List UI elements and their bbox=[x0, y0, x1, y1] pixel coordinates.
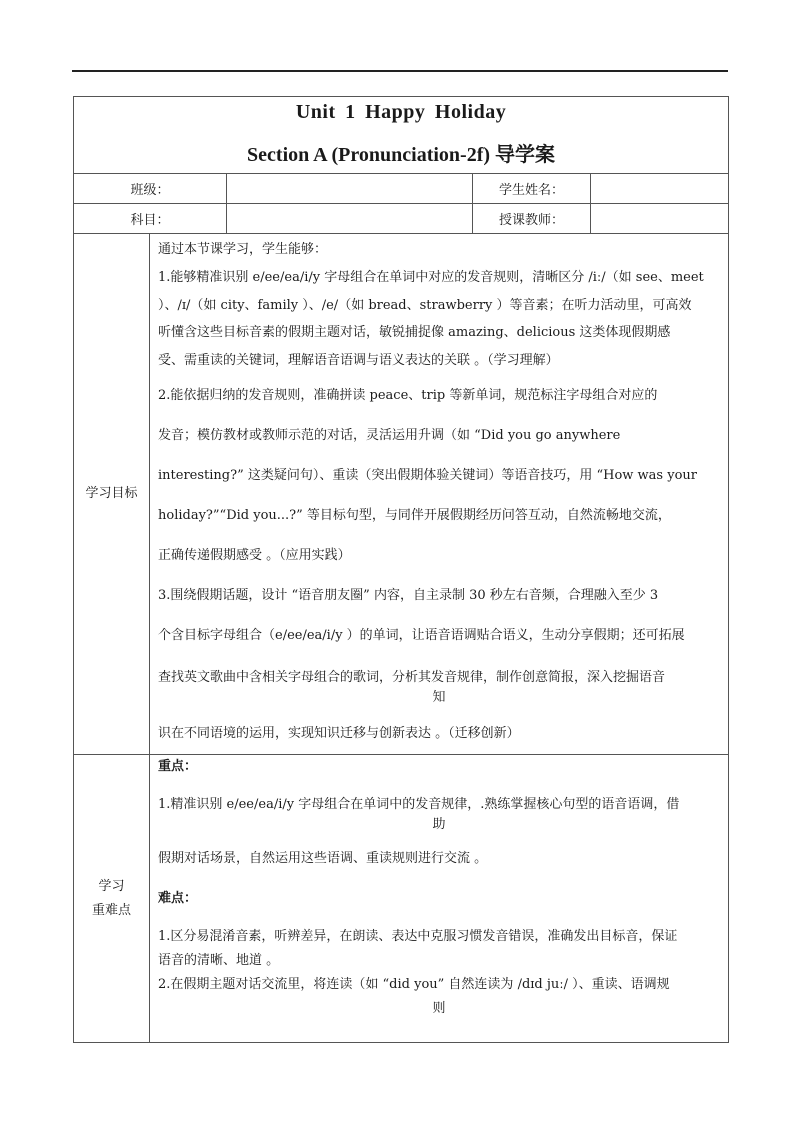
objective-1-line: ）、/ɪ/（如 city、family ）、/e/（如 bread、strawberry ）等音素；在听力活动里，可高效 bbox=[158, 297, 692, 313]
difficulty-line: 语音的清晰、地道 。 bbox=[158, 953, 280, 968]
objective-2-line: 2.能依据归纳的发音规则，准确拼读 peace、trip 等新单词，规范标注字母组合对应的 bbox=[158, 388, 658, 403]
class-row bbox=[74, 174, 729, 204]
objective-2-line: 发音；模仿教材或教师示范的对话，灵活运用升调（如 “Did you go anywhere bbox=[158, 428, 621, 443]
keypoints-label-line2: 重难点 bbox=[91, 902, 131, 918]
student-name-field[interactable] bbox=[591, 174, 729, 204]
student-name-label: 学生姓名： bbox=[473, 174, 591, 204]
difficulty-line: 则 bbox=[432, 1001, 446, 1016]
class-field[interactable] bbox=[227, 174, 473, 204]
key-point-line: 假期对话场景，自然运用这些语调、重读规则进行交流 。 bbox=[158, 851, 488, 866]
objective-1-line: 1.能够精准识别 e/ee/ea/i/y 字母组合在单词中对应的发音规则，清晰区分 /iː/（如 see、meet bbox=[158, 270, 704, 285]
study-guide-table bbox=[73, 96, 729, 1043]
header-rule bbox=[72, 70, 728, 72]
objective-1-line: 听懂含这些目标音素的假期主题对话，敏锐捕捉像 amazing、delicious 这类体现假期感 bbox=[158, 325, 671, 340]
key-heading: 重点： bbox=[158, 759, 198, 774]
objective-1-line: 受、需重读的关键词，理解语音语调与语义表达的关联 。（学习理解） bbox=[158, 352, 559, 368]
keypoints-row bbox=[74, 755, 729, 1043]
objectives-content bbox=[150, 234, 729, 755]
objectives-row bbox=[74, 234, 729, 755]
objective-2-line: 正确传递假期感受 。（应用实践） bbox=[158, 548, 351, 563]
subject-field[interactable] bbox=[227, 204, 473, 234]
page-title: Unit 1 Happy Holiday bbox=[295, 101, 507, 123]
subject-label: 科目： bbox=[74, 204, 227, 234]
page-subtitle: Section A (Pronunciation-2f) 导学案 bbox=[247, 144, 556, 166]
objective-3-line: 个含目标字母组合（e/ee/ea/i/y ）的单词，让语音语调贴合语义，生动分享假期；还可拓展 bbox=[158, 628, 685, 643]
objective-3-line: 3.围绕假期话题，设计 “语音朋友圈” 内容，自主录制 30 秒左右音频，合理融入至少 3 bbox=[158, 588, 659, 603]
objective-3-line: 查找英文歌曲中含相关字母组合的歌词，分析其发音规律，制作创意简报，深入挖掘语音 bbox=[158, 670, 666, 685]
title-cell bbox=[74, 97, 729, 174]
objective-2-line: interesting?” 这类疑问句）、重读（突出假期体验关键词）等语音技巧，用 “How was your bbox=[158, 468, 697, 483]
teacher-field[interactable] bbox=[591, 204, 729, 234]
objective-3-line: 识在不同语境的运用，实现知识迁移与创新表达 。（迁移创新） bbox=[158, 726, 520, 741]
key-point-line: 助 bbox=[432, 817, 446, 832]
difficulty-line: 2.在假期主题对话交流里，将连读（如 “did you” 自然连读为 /dɪd juː/ ）、重读、语调规 bbox=[158, 977, 670, 992]
difficulty-line: 1.区分易混淆音素，听辨差异，在朗读、表达中克服习惯发音错误，准确发出目标音，保证 bbox=[158, 929, 678, 944]
keypoints-content bbox=[150, 755, 729, 1043]
title-row bbox=[74, 97, 729, 174]
teacher-label: 授课教师： bbox=[473, 204, 591, 234]
keypoints-label bbox=[74, 755, 150, 1043]
objective-2-line: holiday?”“Did you...?” 等目标句型，与同伴开展假期经历问答互动，自然流畅地交流， bbox=[158, 508, 671, 523]
difficulty-heading: 难点： bbox=[158, 891, 198, 906]
objectives-intro: 通过本节课学习，学生能够： bbox=[158, 242, 328, 257]
class-label: 班级： bbox=[74, 174, 227, 204]
keypoints-label-line1: 学习 bbox=[98, 878, 125, 894]
objective-3-line: 知 bbox=[432, 690, 446, 705]
key-point-line: 1.精准识别 e/ee/ea/i/y 字母组合在单词中的发音规律，.熟练掌握核心句型的语音语调，借 bbox=[158, 797, 680, 812]
subject-row bbox=[74, 204, 729, 234]
objectives-label: 学习目标 bbox=[74, 234, 150, 755]
